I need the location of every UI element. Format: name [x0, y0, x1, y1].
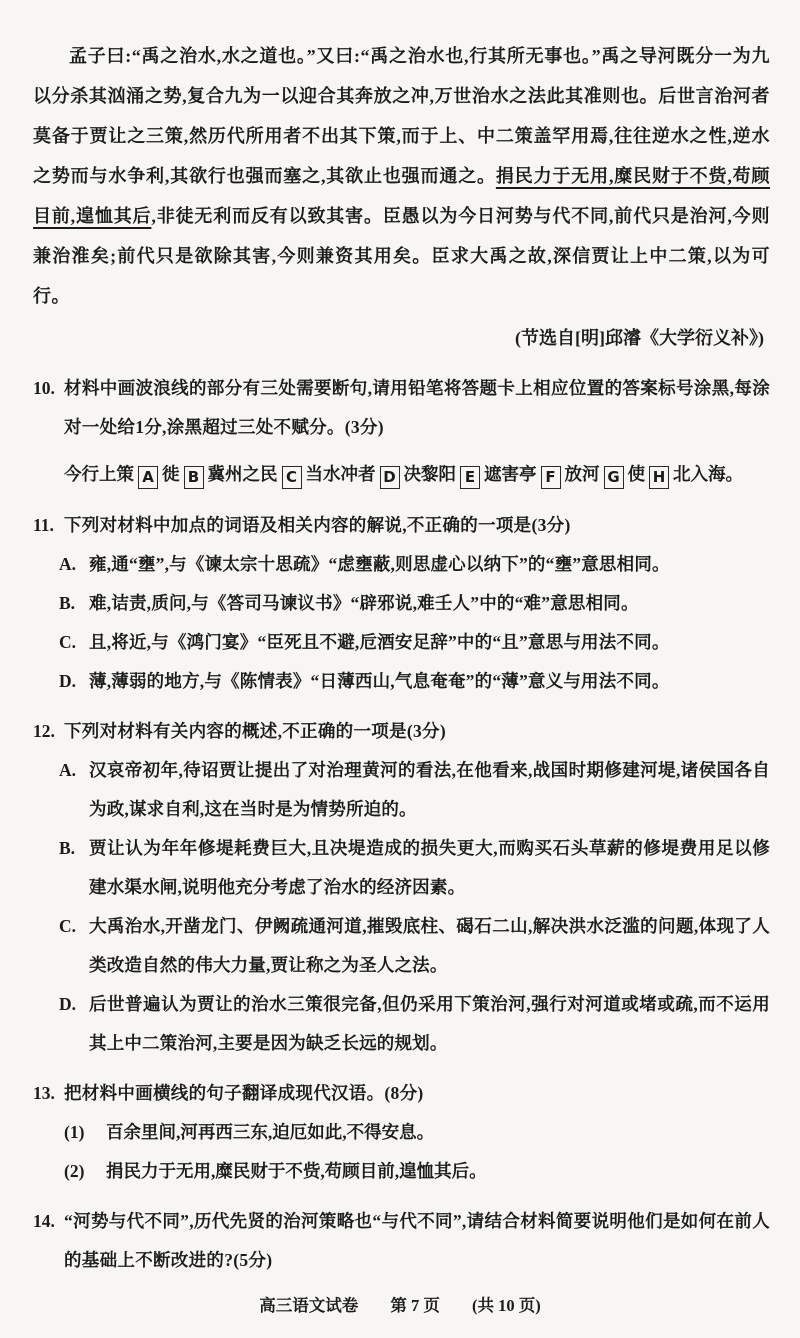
q11-option-a-text: 雍,通“壅”,与《谏太宗十思疏》“虑壅蔽,则思虚心以纳下”的“壅”意思相同。: [89, 554, 670, 574]
passage-text-before-underline: 孟子曰:“禹之治水,水之道也。”又曰:“禹之治水也,行其所无事也。”禹之导河既分一为九以分杀其汹涌之势,复合九为一以迎合其奔放之冲,万世治水之法此其准则也。后世言治河者莫备于贾让之三策,然历代所用者不出其下策,而于上、中二策盖罕用焉,往往逆水之性,逆水之势而与水争利,其欲行也强而塞之,其欲止也强而通之。: [33, 46, 770, 186]
q13-sub-2-label: (2): [64, 1161, 85, 1181]
q10-seg-text: 放河: [564, 464, 600, 484]
q12-option-d: [33, 985, 770, 1063]
q11-option-c-text: 且,将近,与《鸿门宴》“臣死且不避,卮酒安足辞”中的“且”意思与用法不同。: [89, 632, 670, 652]
q12-option-b-label: B.: [59, 838, 76, 858]
q12-option-a-label: A.: [59, 760, 77, 780]
q10-seg-text: 遮害亭: [484, 464, 537, 484]
q10-answer-box-b: B: [184, 466, 204, 489]
q10-seg-text: 使: [627, 464, 645, 484]
q12-option-c-text: 大禹治水,开凿龙门、伊阙疏通河道,摧毁底柱、碣石二山,解决洪水泛滥的问题,体现了人类改造自然的伟大力量,贾让称之为圣人之法。: [89, 916, 770, 975]
q12-option-a: [33, 751, 770, 829]
question-14-stem: [33, 1202, 770, 1280]
question-12-stem: [33, 712, 770, 751]
q11-option-d-text: 薄,薄弱的地方,与《陈情表》“日薄西山,气息奄奄”的“薄”意义与用法不同。: [89, 671, 670, 691]
q12-option-d-label: D.: [59, 994, 77, 1014]
footer-total-pages: (共 10 页): [472, 1296, 541, 1315]
passage: [33, 36, 770, 358]
q10-seg-text: 冀州之民: [207, 464, 278, 484]
q10-answer-box-f: F: [541, 466, 561, 489]
question-12: [33, 712, 770, 1063]
q13-sub-2-text: 捐民力于无用,糜民财于不赀,苟顾目前,遑恤其后。: [106, 1161, 487, 1181]
question-11-number: 11.: [33, 515, 54, 535]
q10-segmentation-sentence: [33, 453, 770, 495]
page-footer: [0, 1292, 800, 1316]
footer-exam-title: 高三语文试卷: [259, 1296, 359, 1315]
q11-option-a: [33, 545, 770, 584]
question-14-number: 14.: [33, 1211, 55, 1231]
q10-answer-box-e: E: [460, 466, 480, 489]
q12-option-c-label: C.: [59, 916, 77, 936]
q13-sub-2: [33, 1152, 770, 1191]
q10-seg-text: 徙: [162, 464, 180, 484]
question-12-text: 下列对材料有关内容的概述,不正确的一项是(3分): [64, 721, 446, 741]
passage-text-after-underline: ,非徒无利而反有以致其害。臣愚以为今日河势与代不同,前代只是治河,今则兼治淮矣;前代只是欲除其害,今则兼资其用矣。臣求大禹之故,深信贾让上中二策,以为可行。: [33, 206, 770, 306]
q11-option-b-text: 难,诘责,质问,与《答司马谏议书》“辟邪说,难壬人”中的“难”意思相同。: [89, 593, 639, 613]
passage-source-citation: (节选自[明]邱濬《大学衍义补》): [515, 328, 764, 348]
q11-option-b: [33, 584, 770, 623]
question-12-number: 12.: [33, 721, 55, 741]
passage-paragraph: [33, 36, 770, 316]
q10-seg-text: 决黎阳: [403, 464, 456, 484]
q12-option-c: [33, 907, 770, 985]
question-13-text: 把材料中画横线的句子翻译成现代汉语。(8分): [64, 1083, 424, 1103]
q10-answer-box-c: C: [282, 466, 302, 489]
q12-option-a-text: 汉哀帝初年,待诏贾让提出了对治理黄河的看法,在他看来,战国时期修建河堤,诸侯国各自为政,谋求自利,这在当时是为情势所迫的。: [89, 760, 770, 819]
question-13-stem: [33, 1074, 770, 1113]
question-13: [33, 1074, 770, 1191]
q10-seg-text: 今行上策: [64, 464, 134, 484]
q10-answer-box-d: D: [380, 466, 400, 489]
q13-sub-1-label: (1): [64, 1122, 85, 1142]
question-10-text: 材料中画波浪线的部分有三处需要断句,请用铅笔将答题卡上相应位置的答案标号涂黑,每涂对一处给1分,涂黑超过三处不赋分。(3分): [64, 378, 770, 437]
q11-option-b-label: B.: [59, 593, 76, 613]
q10-answer-box-g: G: [604, 466, 624, 489]
question-10: [33, 369, 770, 495]
q12-option-b-text: 贾让认为年年修堤耗费巨大,且决堤造成的损失更大,而购买石头草薪的修堤费用足以修建水渠水闸,说明他充分考虑了治水的经济因素。: [89, 838, 770, 897]
question-14-text: “河势与代不同”,历代先贤的治河策略也“与代不同”,请结合材料简要说明他们是如何在前人的基础上不断改进的?(5分): [64, 1211, 770, 1270]
q10-seg-text: 北入海。: [673, 464, 743, 484]
q12-option-d-text: 后世普遍认为贾让的治水三策很完备,但仍采用下策治河,强行对河道或堵或疏,而不运用其上中二策治河,主要是因为缺乏长远的规划。: [89, 994, 770, 1053]
q10-answer-box-a: A: [138, 466, 158, 489]
q11-option-a-label: A.: [59, 554, 77, 574]
question-11-text: 下列对材料中加点的词语及相关内容的解说,不正确的一项是(3分): [64, 515, 571, 535]
footer-page-number: 第 7 页: [390, 1296, 440, 1315]
question-14: [33, 1202, 770, 1280]
question-11: [33, 506, 770, 701]
q13-sub-1: [33, 1113, 770, 1152]
question-10-stem: [33, 369, 770, 447]
q11-option-c: [33, 623, 770, 662]
passage-underlined-sentence: 捐民力于无用,糜民财于不赀,苟顾目前,遑恤其后: [33, 166, 771, 226]
q11-option-c-label: C.: [59, 632, 77, 652]
q13-sub-1-text: 百余里间,河再西三东,迫厄如此,不得安息。: [106, 1122, 435, 1142]
question-13-number: 13.: [33, 1083, 55, 1103]
q10-answer-box-h: H: [649, 466, 669, 489]
q10-seg-text: 当水冲者: [305, 464, 376, 484]
q12-option-b: [33, 829, 770, 907]
question-10-number: 10.: [33, 378, 55, 398]
q11-option-d: [33, 662, 770, 701]
q11-option-d-label: D.: [59, 671, 77, 691]
question-11-stem: [33, 506, 770, 545]
